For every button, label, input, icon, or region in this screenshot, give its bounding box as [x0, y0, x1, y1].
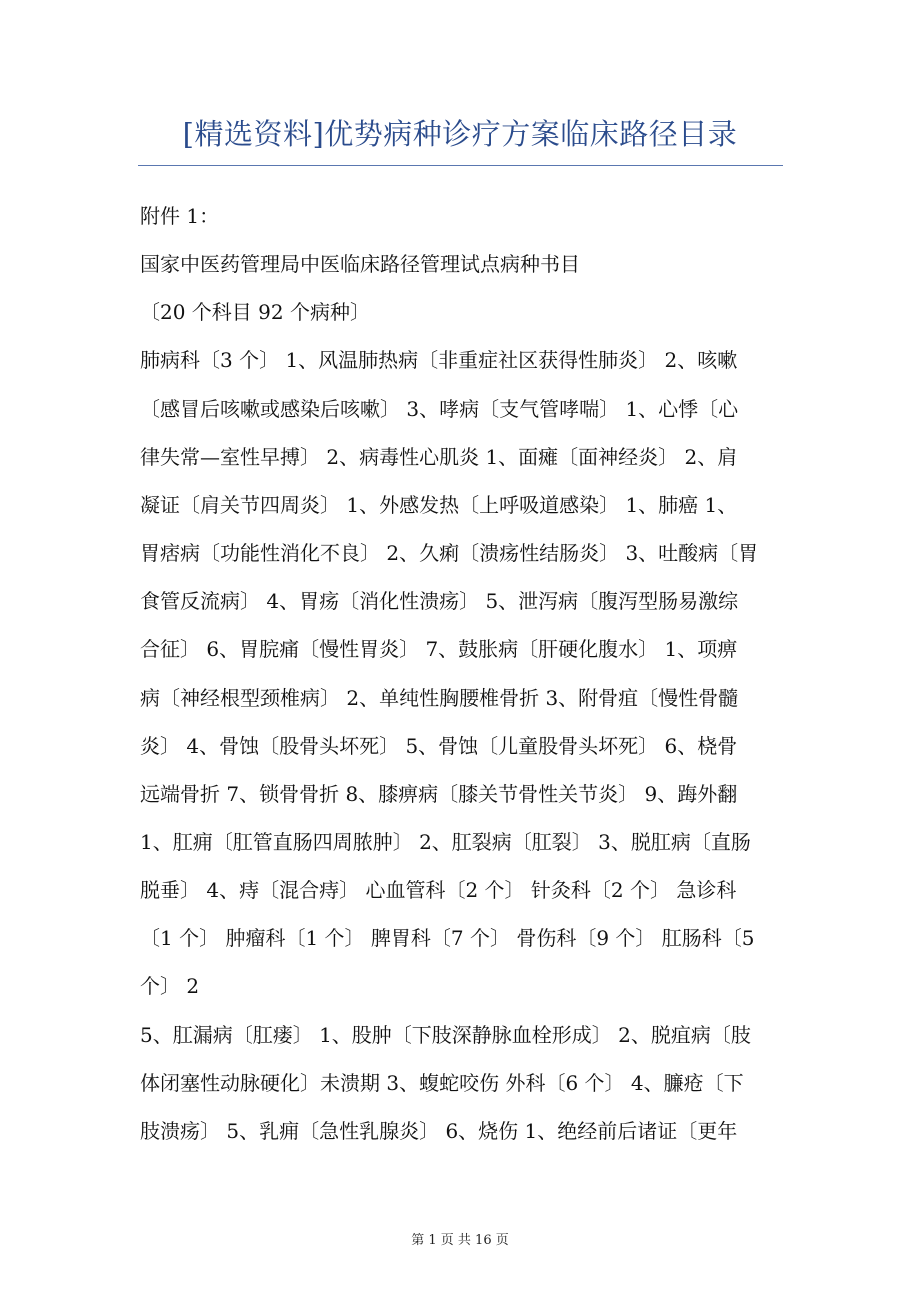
text-line: 律失常—室性早搏〕 2、病毒性心肌炎 1、面瘫〔面神经炎〕 2、肩: [140, 445, 738, 469]
text-line: 〔20 个科目 92 个病种〕: [140, 300, 370, 324]
text-line: 凝证〔肩关节四周炎〕 1、外感发热〔上呼吸道感染〕 1、肺癌 1、: [140, 493, 738, 517]
document-title: [精选资料]优势病种诊疗方案临床路径目录: [182, 117, 738, 151]
text-line: 〔感冒后咳嗽或感染后咳嗽〕 3、哮病〔支气管哮喘〕 1、心悸〔心: [140, 397, 739, 421]
text-line: 炎〕 4、骨蚀〔股骨头坏死〕 5、骨蚀〔儿童股骨头坏死〕 6、桡骨: [140, 734, 738, 758]
text-line: 附件 1：: [140, 204, 220, 228]
text-line: 肺病科〔3 个〕 1、风温肺热病〔非重症社区获得性肺炎〕 2、咳嗽: [140, 348, 738, 372]
text-line: 胃痞病〔功能性消化不良〕 2、久痢〔溃疡性结肠炎〕 3、吐酸病〔胃: [140, 541, 759, 565]
text-line: 〔1 个〕 肿瘤科〔1 个〕 脾胃科〔7 个〕 骨伤科〔9 个〕 肛肠科〔5: [140, 926, 755, 950]
text-line: 脱垂〕 4、痔〔混合痔〕 心血管科〔2 个〕 针灸科〔2 个〕 急诊科: [140, 878, 737, 902]
text-line: 肢溃疡〕 5、乳痈〔急性乳腺炎〕 6、烧伤 1、绝经前后诸证〔更年: [140, 1119, 738, 1143]
text-line: 病〔神经根型颈椎病〕 2、单纯性胸腰椎骨折 3、附骨疽〔慢性骨髓: [140, 686, 739, 710]
title-underline: [138, 165, 783, 166]
text-line: 1、肛痈〔肛管直肠四周脓肿〕 2、肛裂病〔肛裂〕 3、脱肛病〔直肠: [140, 830, 751, 854]
text-line: 合征〕 6、胃脘痛〔慢性胃炎〕 7、鼓胀病〔肝硬化腹水〕 1、项痹: [140, 637, 738, 661]
text-line: 国家中医药管理局中医临床路径管理试点病种书目: [140, 252, 580, 276]
page-number-footer: 第 1 页 共 16 页: [411, 1233, 509, 1248]
text-line: 5、肛漏病〔肛瘘〕 1、股肿〔下肢深静脉血栓形成〕 2、脱疽病〔肢: [140, 1023, 751, 1047]
text-line: 食管反流病〕 4、胃疡〔消化性溃疡〕 5、泄泻病〔腹泻型肠易激综: [140, 589, 739, 613]
text-line: 远端骨折 7、锁骨骨折 8、膝痹病〔膝关节骨性关节炎〕 9、踇外翻: [140, 782, 738, 806]
text-line: 个〕 2: [140, 974, 200, 998]
text-line: 体闭塞性动脉硬化〕未溃期 3、蝮蛇咬伤 外科〔6 个〕 4、臁疮〔下: [140, 1071, 744, 1095]
